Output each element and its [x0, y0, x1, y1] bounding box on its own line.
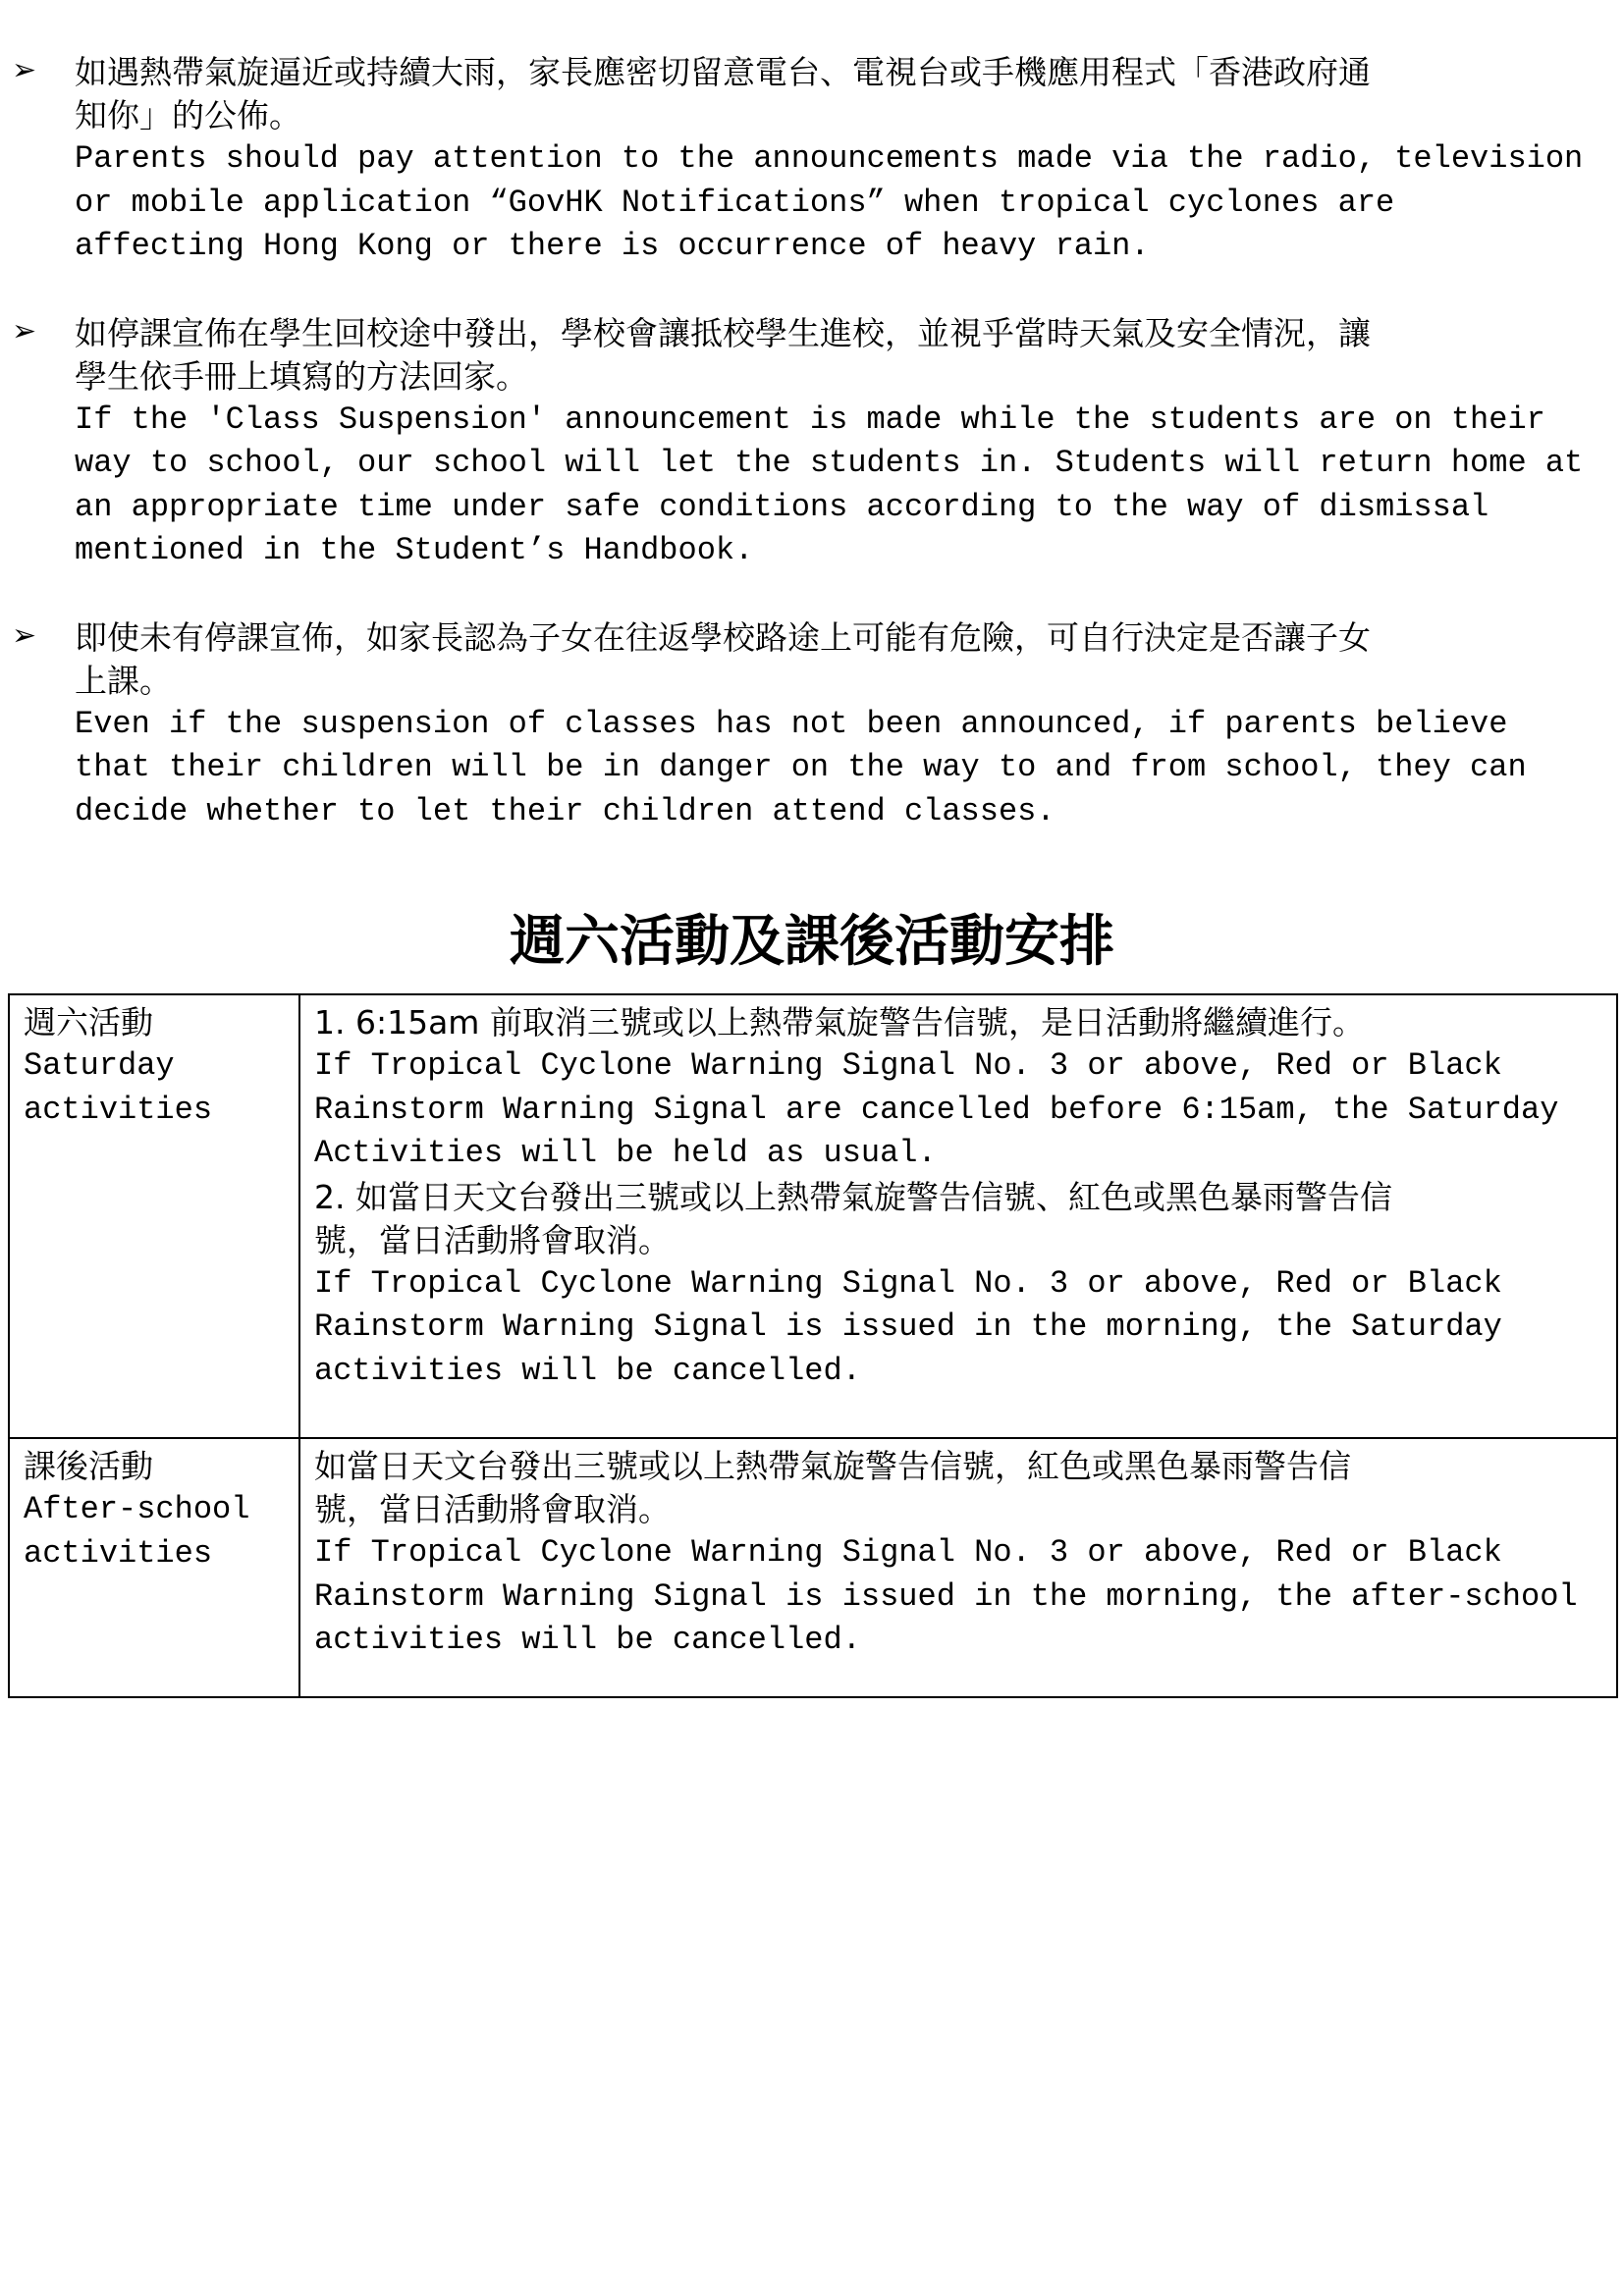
- activities-arrangement-table: [8, 993, 1618, 1698]
- after-school-desc-chinese: 如當日天文台發出三號或以上熱帶氣旋警告信號，紅色或黑色暴雨警告信 號，當日活動將會取消。: [314, 1447, 1351, 1528]
- bullet-text-english: Even if the suspension of classes has not been announced, if parents believe that their children will be in danger on the way to and from school, they can decide whether to let their children attend classes.: [75, 705, 1527, 829]
- saturday-item2-chinese: 2. 如當日天文台發出三號或以上熱帶氣旋警告信號、紅色或黑色暴雨警告信 號，當日活動將會取消。: [314, 1177, 1392, 1259]
- after-school-desc-english: If Tropical Cyclone Warning Signal No. 3 or above, Red or Black Rainstorm Warning Signal is issued in the morning, the after-school activities will be cancelled.: [314, 1534, 1578, 1658]
- bullet-text-english: If the 'Class Suspension' announcement is made while the students are on their way to school, our school will let the students in. Students will return home at an appropriate time under safe conditions according to the way of dismissal mentioned in the Student’s Handbook.: [75, 400, 1584, 568]
- notice-bullet-list: [0, 51, 1624, 877]
- bullet-text-english: Parents should pay attention to the announcements made via the radio, television or mobile application “GovHK Notifications” when tropical cyclones are affecting Hong Kong or there is occurrence of heavy rain.: [75, 140, 1584, 264]
- arrow-bullet-icon: ➢: [12, 313, 37, 348]
- bullet-text-chinese: 如停課宣佈在學生回校途中發出，學校會讓抵校學生進校，並視乎當時天氣及安全情況，讓 學生依手冊上填寫的方法回家。: [75, 313, 1371, 396]
- arrow-bullet-icon: ➢: [12, 617, 37, 653]
- saturday-item1-chinese: 1. 6:15am 前取消三號或以上熱帶氣旋警告信號，是日活動將繼續進行。: [314, 1003, 1365, 1041]
- row-description-cell: [299, 994, 1617, 1438]
- section-heading: 週六活動及課後活動安排: [510, 910, 1114, 974]
- row-label-chinese: 課後活動: [24, 1447, 153, 1485]
- row-description-cell: [299, 1438, 1617, 1697]
- saturday-item2-english: If Tropical Cyclone Warning Signal No. 3 or above, Red or Black Rainstorm Warning Signal is issued in the morning, the Saturday activities will be cancelled.: [314, 1264, 1502, 1389]
- bullet-item: [0, 312, 1624, 573]
- row-label-chinese: 週六活動: [24, 1003, 153, 1041]
- row-label-english: Saturday activities: [24, 1047, 213, 1128]
- table-row-saturday: [9, 994, 1617, 1438]
- row-label-english: After-school activities: [24, 1491, 250, 1572]
- table-row-after-school: [9, 1438, 1617, 1697]
- bullet-text-chinese: 如遇熱帶氣旋逼近或持續大雨，家長應密切留意電台、電視台或手機應用程式「香港政府通 知你」的公佈。: [75, 53, 1371, 134]
- bullet-text-chinese: 即使未有停課宣佈，如家長認為子女在往返學校路途上可能有危險，可自行決定是否讓子女 上課。: [75, 617, 1371, 700]
- bullet-item: [0, 616, 1624, 834]
- row-label-cell: [9, 1438, 299, 1697]
- arrow-bullet-icon: ➢: [12, 53, 37, 87]
- saturday-item1-english: If Tropical Cyclone Warning Signal No. 3 or above, Red or Black Rainstorm Warning Signal are cancelled before 6:15am, the Saturday Activities will be held as usual.: [314, 1047, 1559, 1171]
- bullet-item: [0, 51, 1624, 269]
- row-label-cell: [9, 994, 299, 1438]
